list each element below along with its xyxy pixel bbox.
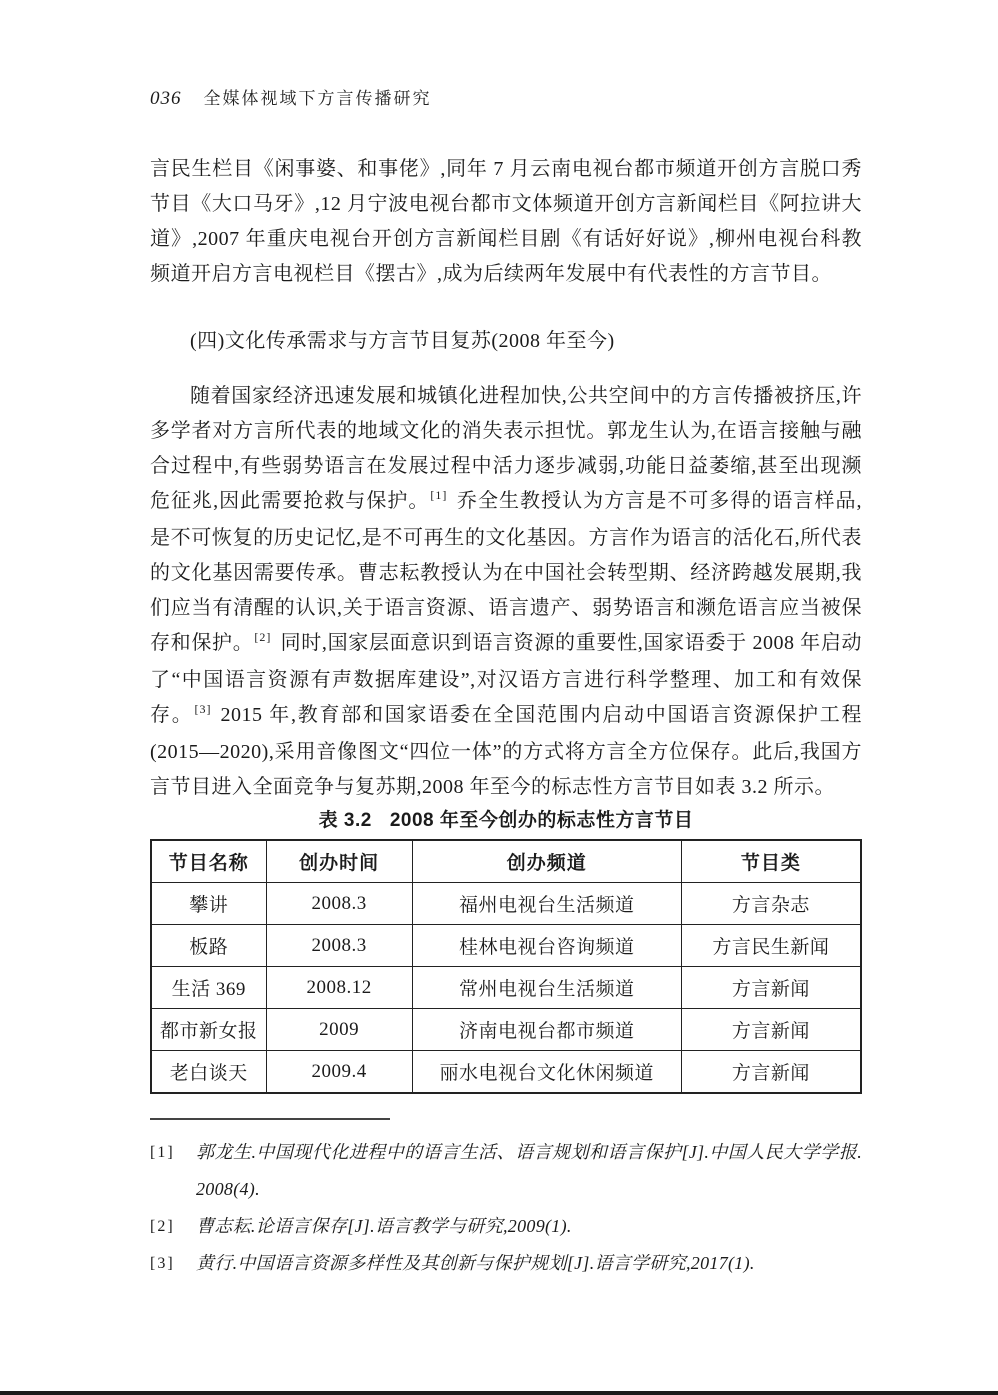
footnote-ref-1: [1] [430,488,448,502]
footnote [150,1134,862,1208]
footnote-marker: [2] [150,1218,175,1235]
table-row [151,1009,861,1051]
footnote-marker: [1] [150,1144,175,1161]
channel-cell: 丽水电视台文化休闲频道 [412,1051,681,1094]
launch-date-cell: 2008.3 [266,883,412,925]
program-name-cell: 板路 [151,925,266,967]
table-header-row [151,840,861,883]
category-cell: 方言新闻 [681,967,861,1009]
footnote-marker: [3] [150,1255,175,1272]
footnote-ref-3: [3] [194,702,212,716]
table-row [151,883,861,925]
header-program-name: 节目名称 [151,840,266,883]
launch-date-cell: 2009.4 [266,1051,412,1094]
footnote-text: 黄行.中国语言资源多样性及其创新与保护规划[J].语言学研究,2017(1). [196,1253,755,1273]
program-name-cell: 都市新女报 [151,1009,266,1051]
paragraph-main [150,379,862,805]
header-launch-date: 创办时间 [266,840,412,883]
table-caption-title: 2008 年至今创办的标志性方言节目 [389,810,694,831]
channel-cell: 桂林电视台咨询频道 [412,925,681,967]
footnote-text: 曹志耘.论语言保存[J].语言教学与研究,2009(1). [196,1216,572,1236]
launch-date-cell: 2008.3 [266,925,412,967]
channel-cell: 济南电视台都市频道 [412,1009,681,1051]
footnote-text: 郭龙生.中国现代化进程中的语言生活、语言规划和语言保护[J].中国人民大学学报. 2008(4). [196,1142,862,1199]
section-heading: (四)文化传承需求与方言节目复苏(2008 年至今) [190,330,615,352]
footnote-ref-2: [2] [254,630,272,644]
footnote [150,1245,862,1282]
category-cell: 方言新闻 [681,1009,861,1051]
paragraph-segment: 乔全生教授认为方言是不可多得的语言样品,是不可恢复的历史记忆,是不可再生的文化基因。方言作为语言的活化石,所代表的文化基因需要传承。曹志耘教授认为在中国社会转型期、经济跨越发展期,我们应当有清醒的认识,关于语言资源、语言遗产、弱势语言和濒危语言应当被保存和保护。 [150,490,863,654]
program-name-cell: 老白谈天 [151,1051,266,1094]
header-channel: 创办频道 [412,840,681,883]
program-name-cell: 生活 369 [151,967,266,1009]
table-row [151,967,861,1009]
channel-cell: 常州电视台生活频道 [412,967,681,1009]
table-row [151,925,861,967]
launch-date-cell: 2009 [266,1009,412,1051]
header-category: 节目类 [681,840,861,883]
paragraph-segment: 随着国家经济迅速发展和城镇化进程加快,公共空间中的方言传播被挤压,许多学者对方言所代表的地域文化的消失表示担忧。郭龙生认为,在语言接触与融合过程中,有些弱势语言在发展过程中活力逐步减弱,功能日益萎缩,甚至出现濒危征兆,因此需要抢救与保护。 [150,385,862,512]
paragraph-segment: 2015 年,教育部和国家语委在全国范围内启动中国语言资源保护工程(2015—2020),采用音像图文“四位一体”的方式将方言全方位保存。此后,我国方言节目进入全面竞争与复苏期,2008 年至今的标志性方言节目如表 3.2 所示。 [150,704,862,798]
page-edge-line [0,1391,998,1395]
footnote-divider [150,1118,390,1120]
launch-date-cell: 2008.12 [266,967,412,1009]
channel-cell: 福州电视台生活频道 [412,883,681,925]
footnotes-section [150,1134,862,1282]
category-cell: 方言杂志 [681,883,861,925]
table-caption [150,807,862,835]
page-content [150,84,862,1282]
paragraph-segment: 同时,国家层面意识到语言资源的重要性,国家语委于 2008 年启动了“中国语言资源有声数据库建设”,对汉语方言进行科学整理、加工和有效保存。 [150,632,863,726]
category-cell: 方言新闻 [681,1051,861,1094]
category-cell: 方言民生新闻 [681,925,861,967]
dialect-programs-table [150,839,862,1094]
paragraph-continuation: 言民生栏目《闲事婆、和事佬》,同年 7 月云南电视台都市频道开创方言脱口秀节目《大口马牙》,12 月宁波电视台都市文体频道开创方言新闻栏目《阿拉讲大道》,2007 年重庆电视台开创方言新闻栏目剧《有话好好说》,柳州电视台科教频道开启方言电视栏目《摆古》,成为后续两年发展中有代表性的方言节目。 [150,158,862,285]
page-number: 036 [150,88,182,109]
table-caption-label: 表 3.2 [318,810,372,831]
program-name-cell: 攀讲 [151,883,266,925]
table-row [151,1051,861,1094]
book-title: 全媒体视域下方言传播研究 [203,89,432,108]
running-header [150,84,862,110]
footnote [150,1208,862,1245]
